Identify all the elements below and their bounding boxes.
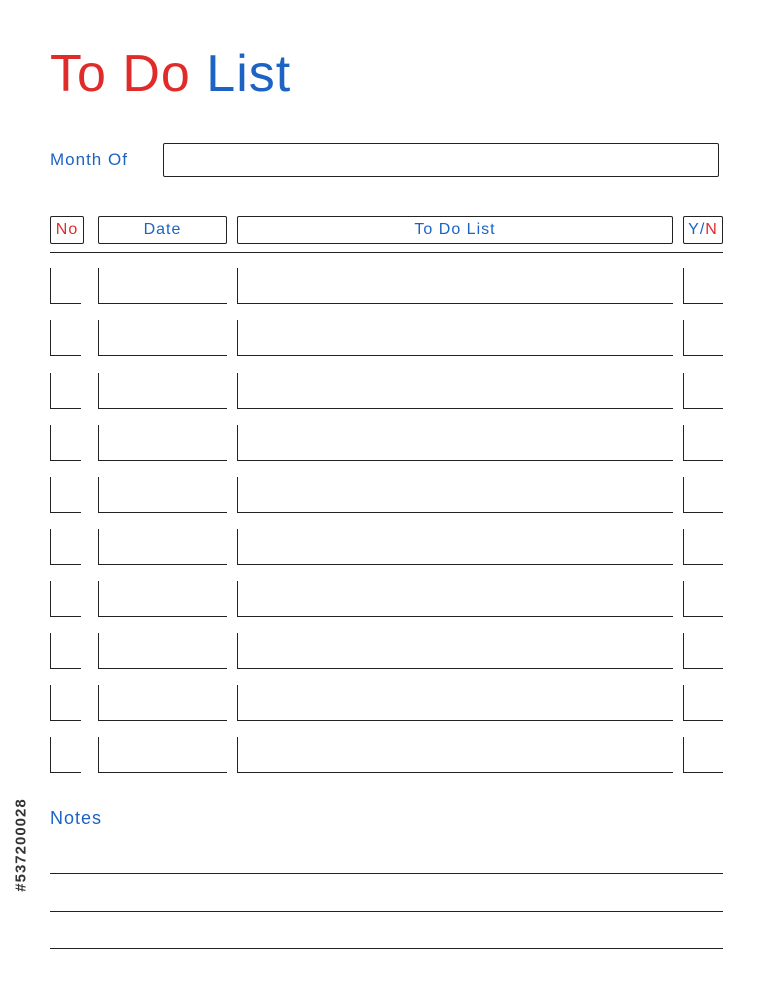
to-do-cell[interactable] [237,529,673,565]
stock-image-id-text: #537200028 [12,798,30,892]
month-of-field[interactable] [163,143,719,177]
yes-no-cell[interactable] [683,529,723,565]
stock-image-id [6,760,36,930]
yes-no-cell[interactable] [683,268,723,304]
notes-line[interactable] [50,911,723,912]
date-cell[interactable] [98,633,227,669]
table-row [0,373,773,409]
date-cell[interactable] [98,320,227,356]
table-row [0,581,773,617]
table-row [0,425,773,461]
no-cell[interactable] [50,425,81,461]
date-cell[interactable] [98,477,227,513]
to-do-cell[interactable] [237,373,673,409]
title-part-to-do: To Do [50,45,191,103]
yes-no-cell[interactable] [683,685,723,721]
notes-label: Notes [50,808,103,828]
to-do-cell[interactable] [237,685,673,721]
title-part-list: List [206,45,292,103]
table-row [0,529,773,565]
header-divider [50,252,723,253]
to-do-cell[interactable] [237,737,673,773]
notes-line[interactable] [50,948,723,949]
date-cell[interactable] [98,425,227,461]
to-do-cell[interactable] [237,268,673,304]
to-do-cell[interactable] [237,581,673,617]
no-cell[interactable] [50,320,81,356]
page-title [50,44,291,104]
header-no: No [50,216,84,244]
yes-no-cell[interactable] [683,633,723,669]
yes-no-cell[interactable] [683,477,723,513]
header-no-answer: N [705,221,718,238]
date-cell[interactable] [98,373,227,409]
yes-no-cell[interactable] [683,737,723,773]
header-yes: Y [688,221,700,238]
notes-line[interactable] [50,873,723,874]
yes-no-cell[interactable] [683,581,723,617]
no-cell[interactable] [50,529,81,565]
date-cell[interactable] [98,685,227,721]
table-row [0,320,773,356]
header-to-do-list: To Do List [237,216,673,244]
no-cell[interactable] [50,685,81,721]
no-cell[interactable] [50,477,81,513]
yes-no-cell[interactable] [683,425,723,461]
table-row [0,685,773,721]
table-row [0,268,773,304]
table-row [0,737,773,773]
header-date: Date [98,216,227,244]
header-slash: / [699,221,706,238]
date-cell[interactable] [98,268,227,304]
month-of-label: Month Of [50,150,128,169]
yes-no-cell[interactable] [683,373,723,409]
to-do-cell[interactable] [237,633,673,669]
no-cell[interactable] [50,373,81,409]
table-row [0,477,773,513]
yes-no-cell[interactable] [683,320,723,356]
to-do-cell[interactable] [237,477,673,513]
no-cell[interactable] [50,268,81,304]
table-row [0,633,773,669]
to-do-cell[interactable] [237,425,673,461]
no-cell[interactable] [50,737,81,773]
header-yes-no [683,216,723,244]
to-do-cell[interactable] [237,320,673,356]
date-cell[interactable] [98,737,227,773]
no-cell[interactable] [50,633,81,669]
date-cell[interactable] [98,529,227,565]
no-cell[interactable] [50,581,81,617]
date-cell[interactable] [98,581,227,617]
